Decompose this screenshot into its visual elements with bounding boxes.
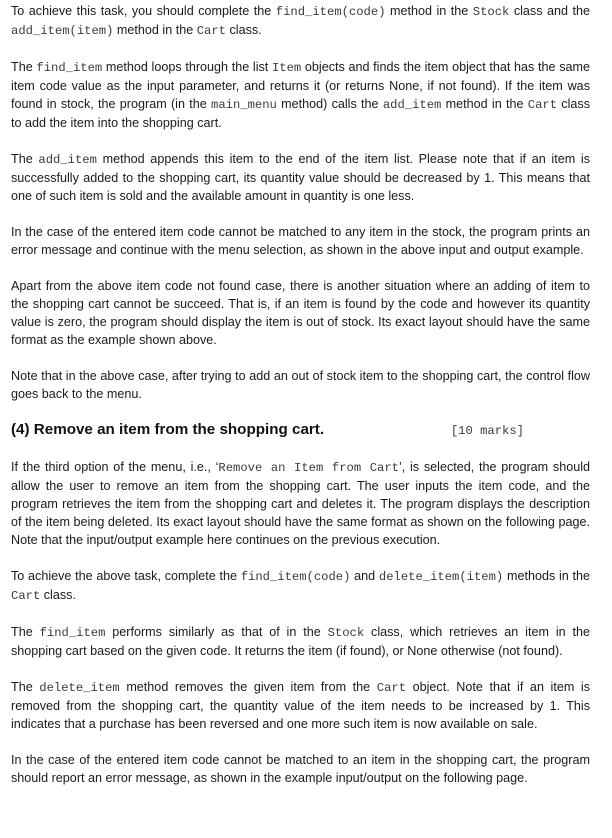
- code-main-menu: main_menu: [211, 98, 277, 112]
- code-delete-item: delete_item: [39, 681, 120, 695]
- paragraph-delete-item: The delete_item method removes the given item from the Cart object. Note that if an item is removed from the shopping cart, the quantity value of the item needs to be increased by 1. This indicates that a purchase has been reversed and one more such item is now available on sale.: [11, 680, 590, 731]
- code-cart: Cart: [196, 24, 226, 38]
- paragraph-find-item: The find_item method loops through the list Item objects and finds the item object that has the same item code value as the input parameter, and returns it (or returns None, if not found). If the item was found in stock, the program (in the main_menu method) calls the add_item method in the Cart class to add the item into the shopping cart.: [11, 60, 590, 130]
- code-cart: Cart: [527, 98, 558, 112]
- code-delete-item-item: delete_item(item): [378, 570, 504, 584]
- section-heading: [11, 421, 590, 440]
- code-stock: Stock: [327, 626, 365, 640]
- code-find-item-code: find_item(code): [240, 570, 351, 584]
- code-cart: Cart: [11, 589, 41, 603]
- code-menu-option: Remove an Item from Cart: [218, 461, 399, 475]
- paragraph-complete-methods: To achieve the above task, complete the find_item(code) and delete_item(item) methods in the Cart class.: [11, 569, 591, 603]
- section-title: (4) Remove an item from the shopping cart.: [11, 421, 325, 438]
- code-cart: Cart: [376, 681, 407, 695]
- code-add-item: add_item: [382, 98, 442, 112]
- paragraph-task-intro: To achieve this task, you should complete the find_item(code) method in the Stock class and the add_item(item) method in the Cart class.: [11, 4, 591, 38]
- section-marks: [10 marks]: [450, 424, 524, 438]
- code-find-item: find_item: [36, 61, 103, 75]
- code-find-item: find_item: [39, 626, 106, 640]
- paragraph-out-of-stock: Apart from the above item code not found case, there is another situation where an adding of item to the shopping cart cannot be succeed. That is, if an item is found by the code and however its quantity value is zero, the program should display the item is out of stock. Its exact layout should have the same format as the example shown above.: [11, 279, 590, 347]
- paragraph-control-flow: Note that in the above case, after trying to add an out of stock item to the shopping cart, the control flow goes back to the menu.: [11, 369, 590, 401]
- paragraph-add-item: The add_item method appends this item to the end of the item list. Please note that if an item is successfully added to the shopping cart, its quantity value should be decreased by 1. This means that one of such item is sold and the available amount in quantity is one less.: [11, 152, 590, 203]
- paragraph-remove-option: If the third option of the menu, i.e., ‘Remove an Item from Cart’, is selected, the program should allow the user to remove an item from the shopping cart. The user inputs the item code, and the program retrieves the item from the shopping cart and deletes it. The program displays the description of the item being deleted. Its exact layout should have the same format as shown on the following page. Note that the input/output example here continues on the previous execution.: [11, 460, 591, 547]
- paragraph-cart-not-found: In the case of the entered item code cannot be matched to an item in the shopping cart, the program should report an error message, as shown in the example input/output on the following page.: [11, 753, 590, 785]
- code-stock: Stock: [472, 5, 510, 19]
- paragraph-cart-find-item: The find_item performs similarly as that of in the Stock class, which retrieves an item in the shopping cart based on the given code. It returns the item (if found), or None otherwise (not found).: [11, 625, 591, 658]
- code-find-item-code: find_item(code): [275, 5, 386, 19]
- code-item: Item: [271, 61, 302, 75]
- code-add-item: add_item: [38, 153, 97, 167]
- paragraph-not-found: In the case of the entered item code cannot be matched to any item in the stock, the program prints an error message and continue with the menu selection, as shown in the above input and output example.: [11, 225, 590, 257]
- code-add-item-item: add_item(item): [11, 24, 114, 38]
